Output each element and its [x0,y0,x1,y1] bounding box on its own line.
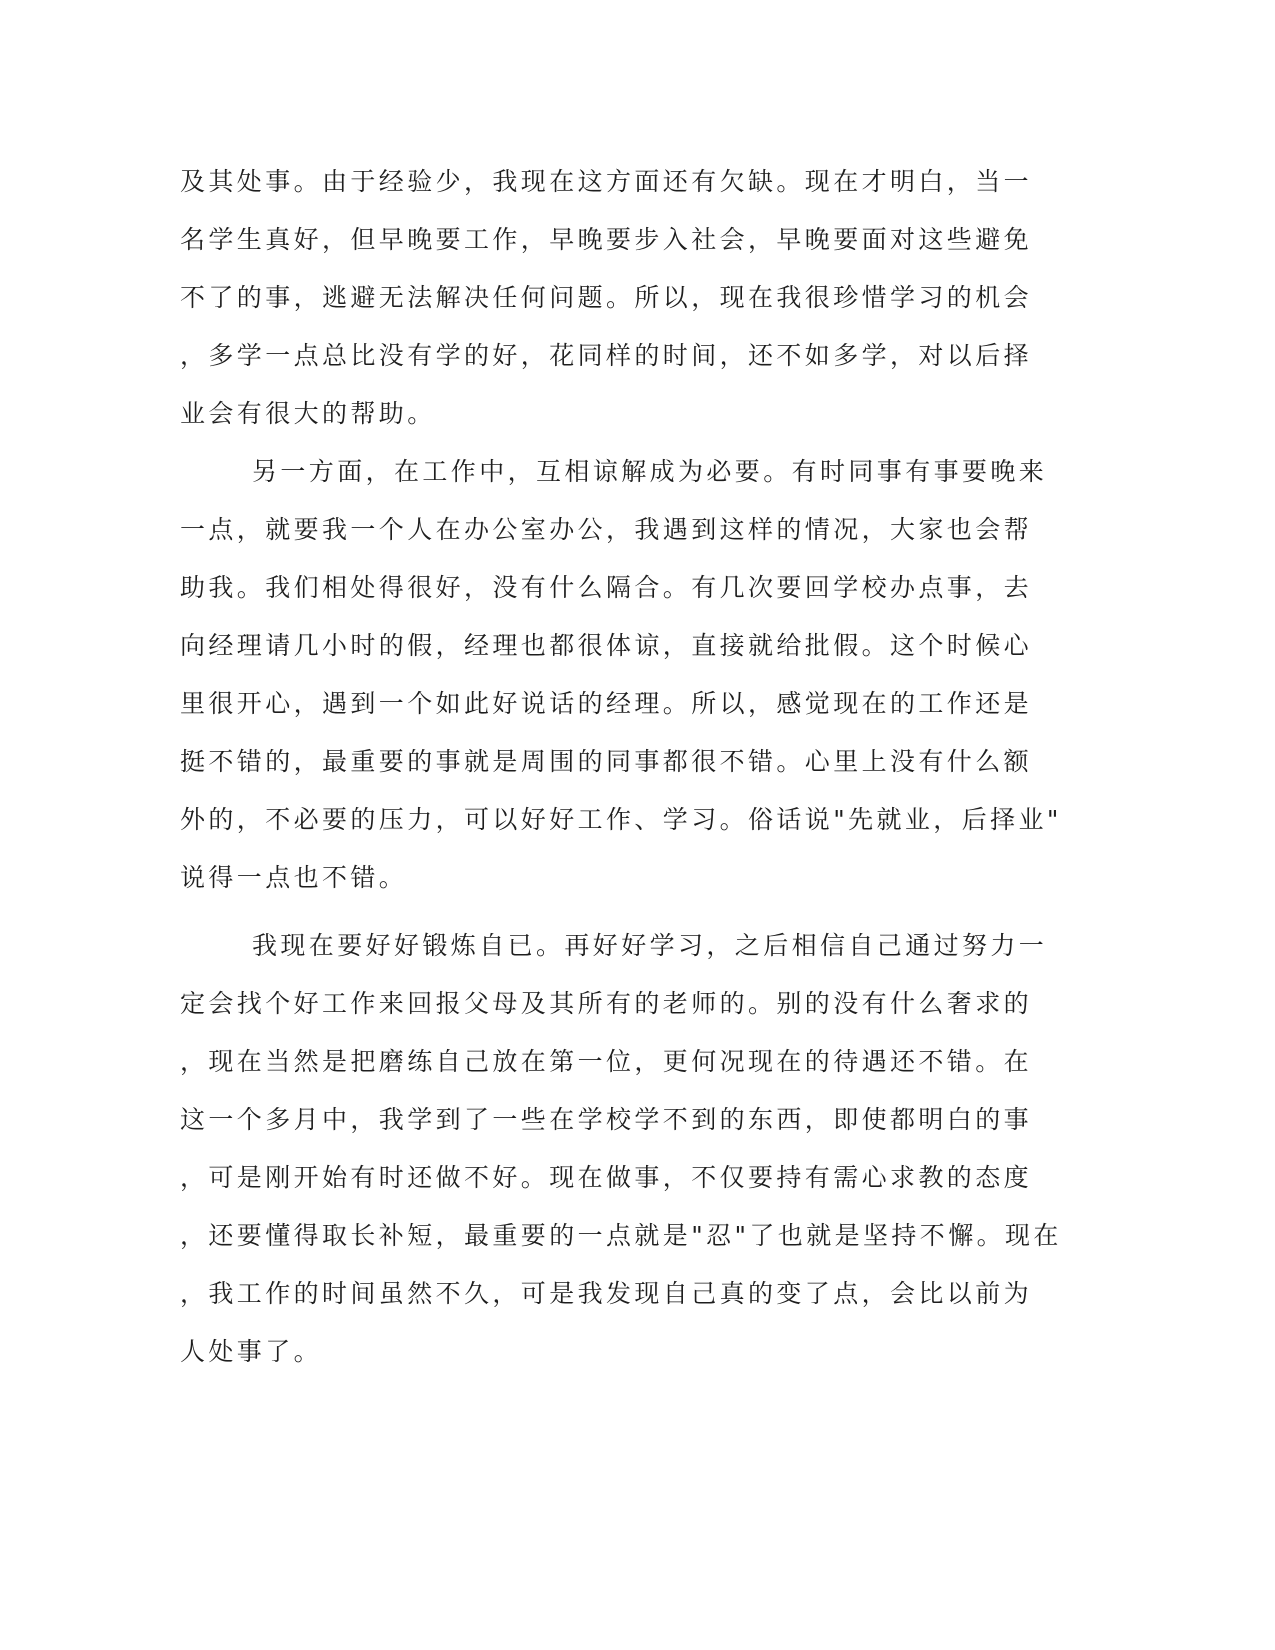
text-line: 人处事了。 [180,1337,323,1366]
text-line: 一点，就要我一个人在办公室办公，我遇到这样的情况，大家也会帮 [180,515,1033,544]
text-line: 里很开心，遇到一个如此好说话的经理。所以，感觉现在的工作还是 [180,689,1033,718]
text-line: 业会有很大的帮助。 [180,399,436,428]
text-line: 外的，不必要的压力，可以好好工作、学习。俗话说"先就业，后择业" [180,805,1062,834]
text-line: 说得一点也不错。 [180,863,408,892]
text-line: 另一方面，在工作中，互相谅解成为必要。有时同事有事要晚来 [252,457,1048,486]
text-line: ，现在当然是把磨练自己放在第一位，更何况现在的待遇还不错。在 [180,1047,1033,1076]
text-line: 我现在要好好锻炼自已。再好好学习，之后相信自己通过努力一 [252,931,1048,960]
text-line: 挺不错的，最重要的事就是周围的同事都很不错。心里上没有什么额 [180,747,1033,776]
text-line: 名学生真好，但早晚要工作，早晚要步入社会，早晚要面对这些避免 [180,225,1033,254]
text-line: 向经理请几小时的假，经理也都很体谅，直接就给批假。这个时候心 [180,631,1033,660]
text-line: 定会找个好工作来回报父母及其所有的老师的。别的没有什么奢求的 [180,989,1033,1018]
text-line: 助我。我们相处得很好，没有什么隔合。有几次要回学校办点事，去 [180,573,1033,602]
text-line: 不了的事，逃避无法解决任何问题。所以，现在我很珍惜学习的机会 [180,283,1033,312]
text-line: 及其处事。由于经验少，我现在这方面还有欠缺。现在才明白，当一 [180,167,1033,196]
text-line: ，可是刚开始有时还做不好。现在做事，不仅要持有需心求教的态度 [180,1163,1033,1192]
text-line: ，多学一点总比没有学的好，花同样的时间，还不如多学，对以后择 [180,341,1033,370]
text-line: ，我工作的时间虽然不久，可是我发现自己真的变了点，会比以前为 [180,1279,1033,1308]
text-line: 这一个多月中，我学到了一些在学校学不到的东西，即使都明白的事 [180,1105,1033,1134]
text-line: ，还要懂得取长补短，最重要的一点就是"忍"了也就是坚持不懈。现在 [180,1221,1062,1250]
